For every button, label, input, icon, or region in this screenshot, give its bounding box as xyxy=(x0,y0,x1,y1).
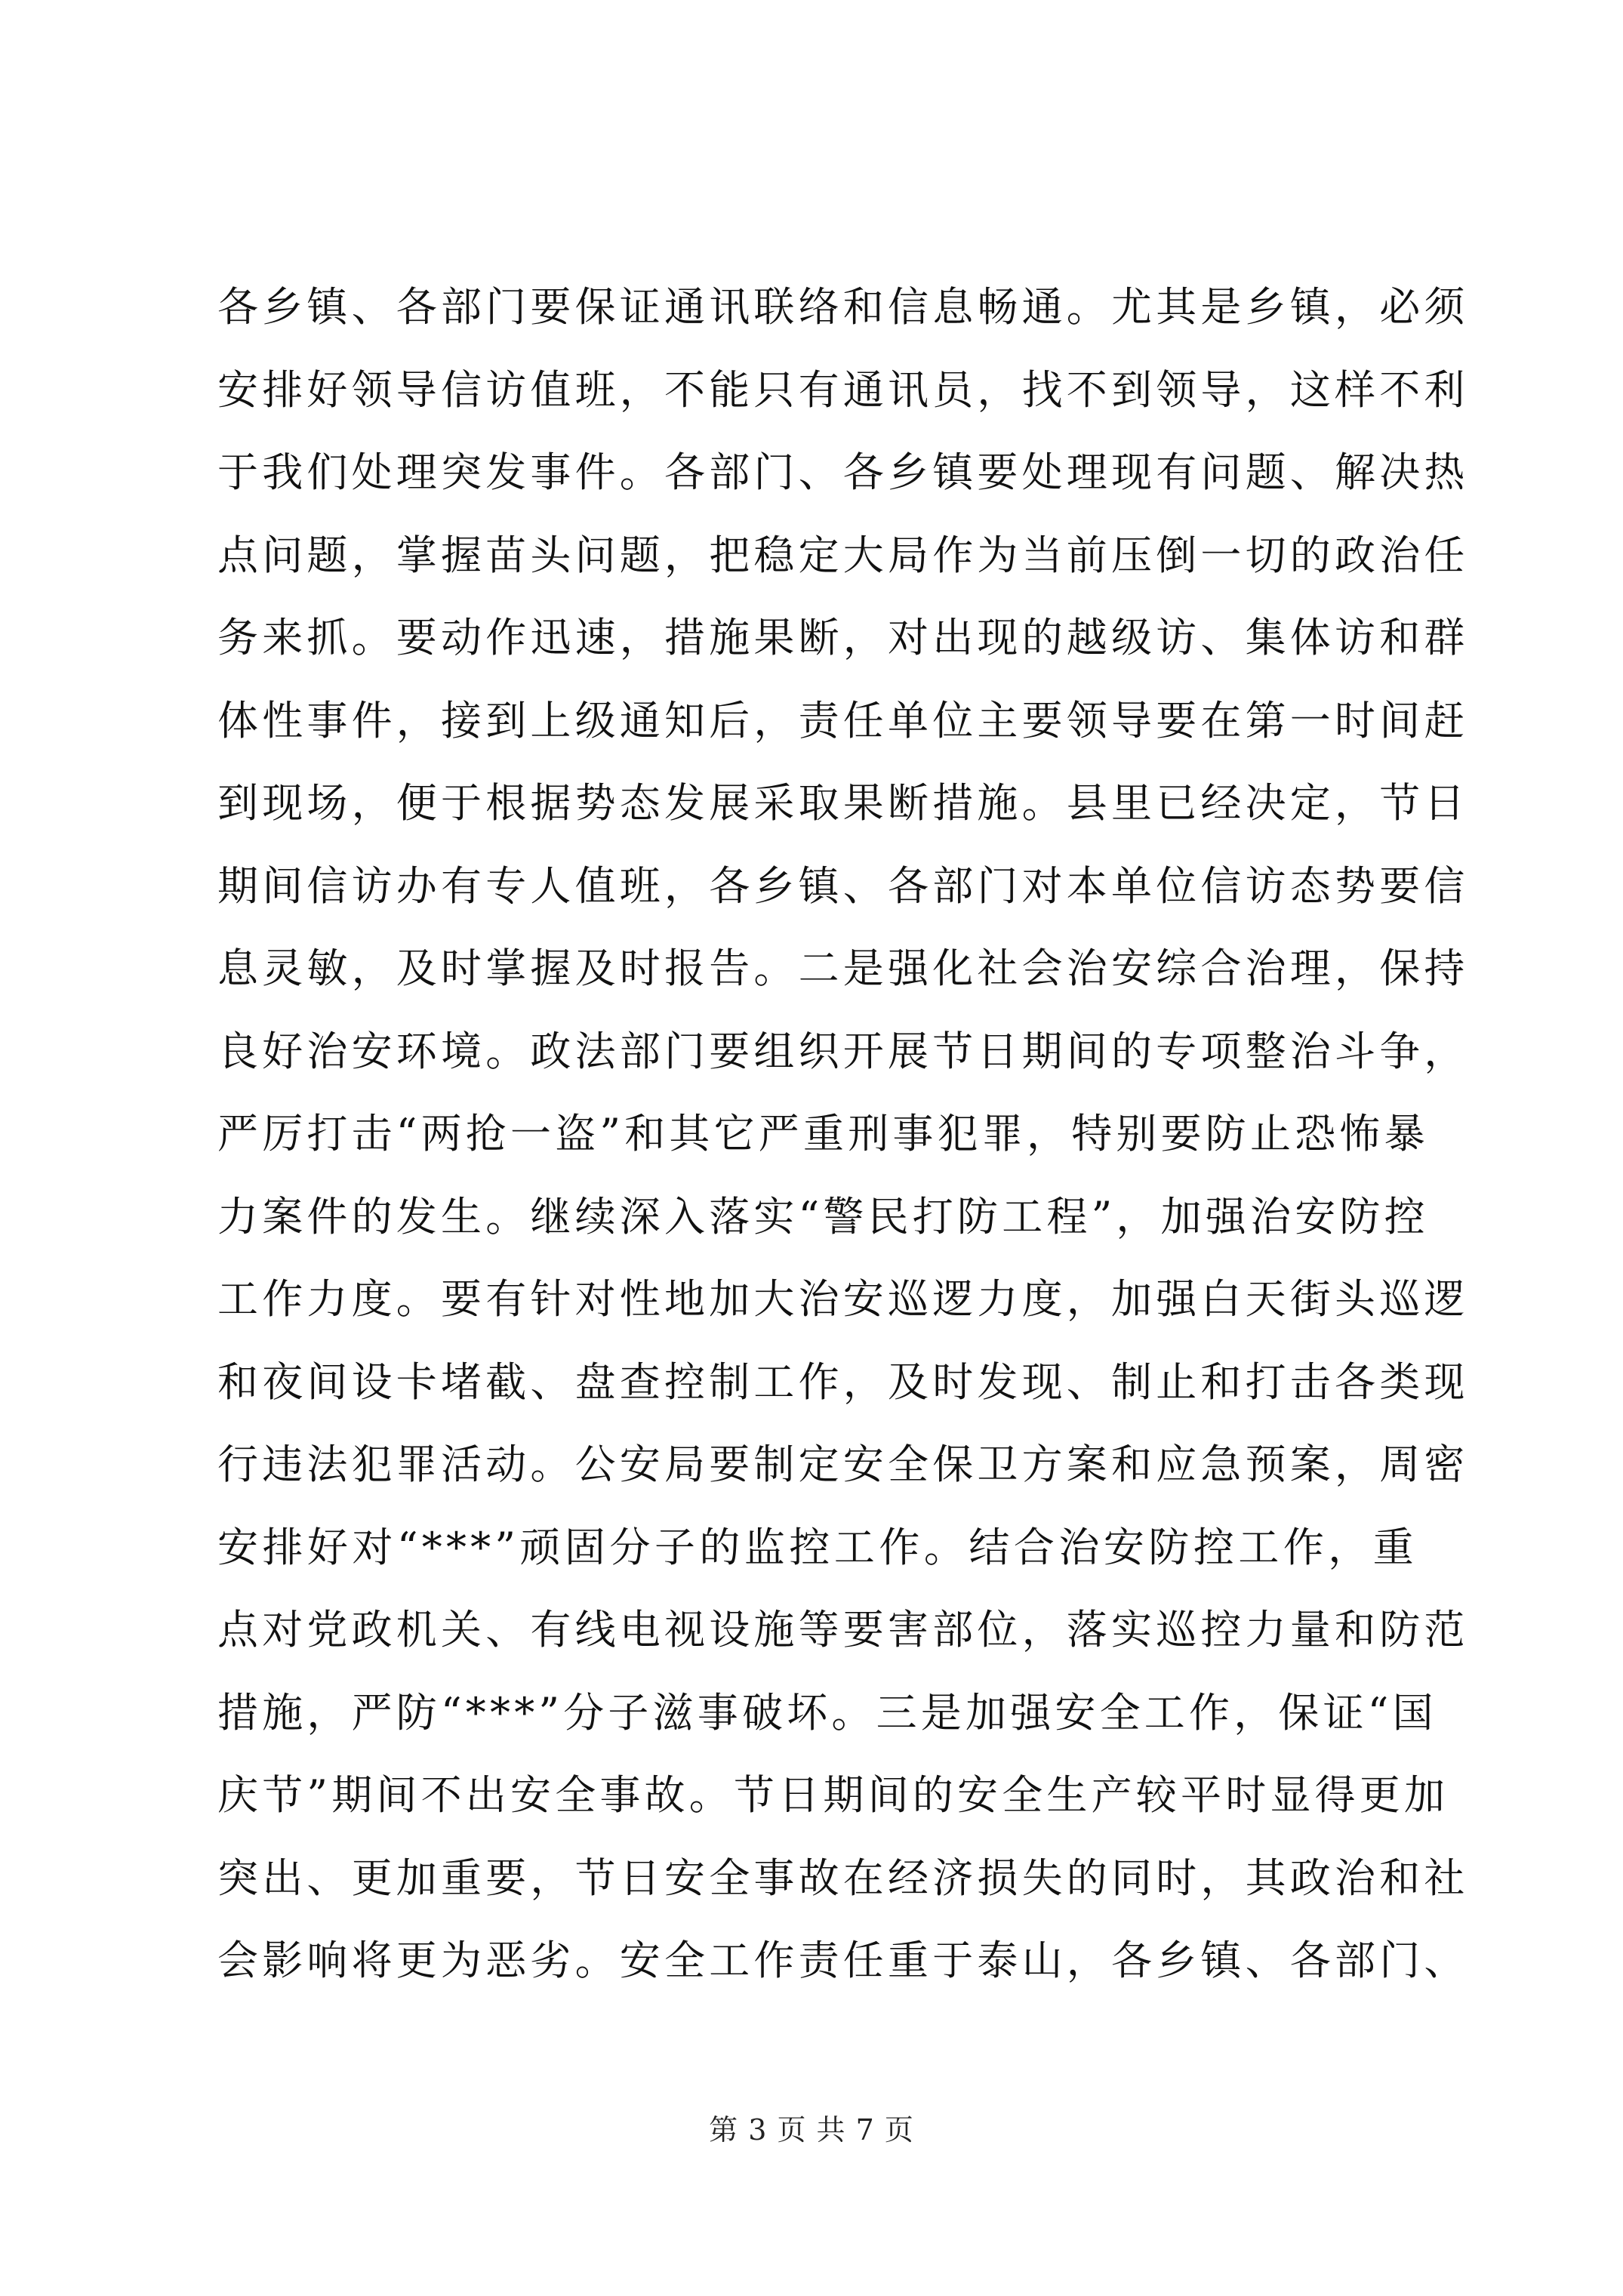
text-line-18: 措施，严防“***”分子滋事破坏。三是加强安全工作，保证“国 xyxy=(217,1688,1437,1737)
text-line-21: 会影响将更为恶劣。安全工作责任重于泰山，各乡镇、各部门、 xyxy=(217,1937,1469,1984)
text-line-8: 期间信访办有专人值班，各乡镇、各部门对本单位信访态势要信 xyxy=(217,861,1469,910)
text-line-17: 点对党政机关、有线电视设施等要害部位，落实巡控力量和防范 xyxy=(217,1606,1469,1653)
text-line-5: 务来抓。要动作迅速，措施果断，对出现的越级访、集体访和群 xyxy=(217,614,1469,661)
text-line-12: 力案件的发生。继续深入落实“警民打防工程”，加强治安防控 xyxy=(217,1192,1429,1240)
text-line-3: 于我们处理突发事件。各部门、各乡镇要处理现有问题、解决热 xyxy=(217,448,1469,496)
text-line-13: 工作力度。要有针对性地加大治安巡逻力度，加强白天街头巡逻 xyxy=(217,1275,1469,1323)
text-line-11: 严厉打击“两抢一盗”和其它严重刑事犯罪，特别要防止恐怖暴 xyxy=(217,1110,1429,1157)
text-line-10: 良好治安环境。政法部门要组织开展节日期间的专项整治斗争， xyxy=(217,1027,1469,1075)
body-text xyxy=(217,266,1469,2002)
text-line-9: 息灵敏，及时掌握及时报告。二是强化社会治安综合治理，保持 xyxy=(217,945,1469,992)
text-line-1: 各乡镇、各部门要保证通讯联络和信息畅通。尤其是乡镇，必须 xyxy=(217,283,1469,331)
text-line-20: 突出、更加重要，节日安全事故在经济损失的同时，其政治和社 xyxy=(217,1854,1469,1902)
text-line-14: 和夜间设卡堵截、盘查控制工作，及时发现、制止和打击各类现 xyxy=(217,1358,1469,1406)
text-line-6: 体性事件，接到上级通知后，责任单位主要领导要在第一时间赶 xyxy=(217,696,1469,744)
text-line-7: 到现场，便于根据势态发展采取果断措施。县里已经决定，节日 xyxy=(217,779,1469,827)
text-line-4: 点问题，掌握苗头问题，把稳定大局作为当前压倒一切的政治任 xyxy=(217,531,1469,579)
page-footer: 第 3 页 共 7 页 xyxy=(709,2113,914,2147)
text-line-16: 安排好对“***”顽固分子的监控工作。结合治安防控工作，重 xyxy=(217,1523,1418,1571)
text-line-2: 安排好领导信访值班，不能只有通讯员，找不到领导，这样不利 xyxy=(217,365,1469,414)
text-line-15: 行违法犯罪活动。公安局要制定安全保卫方案和应急预案，周密 xyxy=(217,1441,1469,1488)
text-line-19: 庆节”期间不出安全事故。节日期间的安全生产较平时显得更加 xyxy=(217,1771,1449,1819)
